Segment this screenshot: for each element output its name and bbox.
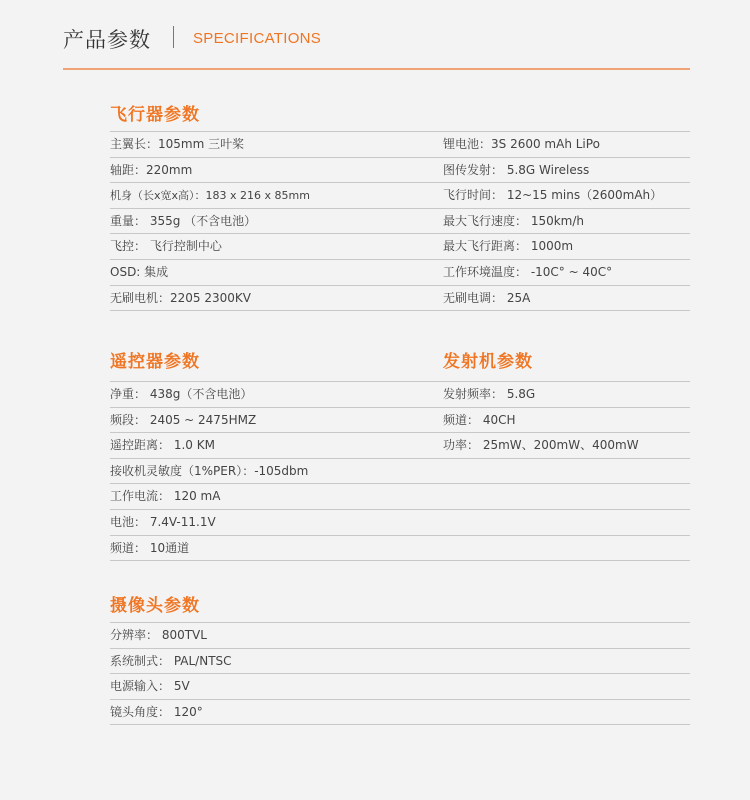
table-row bbox=[110, 459, 690, 485]
table-row bbox=[110, 623, 690, 649]
table-row bbox=[110, 649, 690, 675]
table-row bbox=[110, 700, 690, 726]
spec-cell: 接收机灵敏度（1%PER）：-105dbm bbox=[110, 463, 309, 478]
header-title-cn: 产品参数 bbox=[63, 28, 151, 52]
spec-cell: 频道： 40CH bbox=[443, 412, 516, 427]
spec-cell: 主翼长：105mm 三叶桨 bbox=[110, 137, 245, 151]
spec-cell: 飞控： 飞行控制中心 bbox=[110, 239, 222, 254]
aircraft-section-title: 飞行器参数 bbox=[110, 105, 200, 125]
table-row bbox=[110, 158, 690, 184]
spec-cell: 系统制式： PAL/NTSC bbox=[110, 653, 232, 668]
spec-cell: 镜头角度： 120° bbox=[110, 704, 203, 719]
spec-cell: 分辨率： 800TVL bbox=[110, 628, 207, 642]
camera-section-title: 摄像头参数 bbox=[110, 596, 200, 616]
table-row bbox=[110, 183, 690, 209]
spec-cell: 功率： 25mW、200mW、400mW bbox=[443, 438, 639, 453]
spec-cell: 频道： 10通道 bbox=[110, 540, 190, 555]
table-row bbox=[110, 433, 690, 459]
spec-cell: 最大飞行速度： 150km/h bbox=[443, 213, 585, 228]
transmitter-section-title: 发射机参数 bbox=[443, 352, 533, 372]
page-header bbox=[63, 22, 690, 70]
table-row bbox=[110, 408, 690, 434]
table-row bbox=[110, 510, 690, 536]
spec-cell: 发射频率： 5.8G bbox=[443, 387, 536, 401]
remote-section-title: 遥控器参数 bbox=[110, 352, 200, 372]
header-underline bbox=[63, 68, 690, 70]
header-title-en: SPECIFICATIONS bbox=[193, 30, 322, 47]
spec-cell: 净重： 438g（不含电池） bbox=[110, 387, 253, 401]
table-row bbox=[110, 382, 690, 408]
table-row bbox=[110, 286, 690, 312]
spec-cell: 电源输入： 5V bbox=[110, 679, 190, 694]
spec-cell: 图传发射： 5.8G Wireless bbox=[443, 162, 590, 177]
spec-cell: 无刷电调： 25A bbox=[443, 290, 531, 305]
table-row bbox=[110, 209, 690, 235]
spec-cell: 锂电池：3S 2600 mAh LiPo bbox=[443, 137, 600, 151]
spec-cell: 重量： 355g （不含电池） bbox=[110, 213, 257, 228]
table-row bbox=[110, 132, 690, 158]
spec-cell: 电池： 7.4V-11.1V bbox=[110, 515, 216, 529]
table-row bbox=[110, 260, 690, 286]
table-row bbox=[110, 536, 690, 562]
spec-cell: 轴距：220mm bbox=[110, 162, 193, 177]
table-row bbox=[110, 234, 690, 260]
spec-cell: 无刷电机：2205 2300KV bbox=[110, 290, 251, 305]
spec-cell: 工作环境温度： -10C° ~ 40C° bbox=[443, 265, 613, 279]
spec-cell: 机身（长x宽x高）：183 x 216 x 85mm bbox=[110, 189, 310, 203]
spec-cell: 遥控距离： 1.0 KM bbox=[110, 438, 215, 453]
spec-cell: OSD: 集成 bbox=[110, 265, 169, 279]
header-divider bbox=[173, 26, 174, 48]
table-row bbox=[110, 674, 690, 700]
table-row bbox=[110, 484, 690, 510]
spec-cell: 工作电流： 120 mA bbox=[110, 489, 221, 504]
spec-cell: 最大飞行距离： 1000m bbox=[443, 239, 574, 254]
spec-cell: 频段： 2405 ~ 2475HMZ bbox=[110, 412, 257, 427]
spec-cell: 飞行时间： 12~15 mins（2600mAh） bbox=[443, 188, 663, 203]
